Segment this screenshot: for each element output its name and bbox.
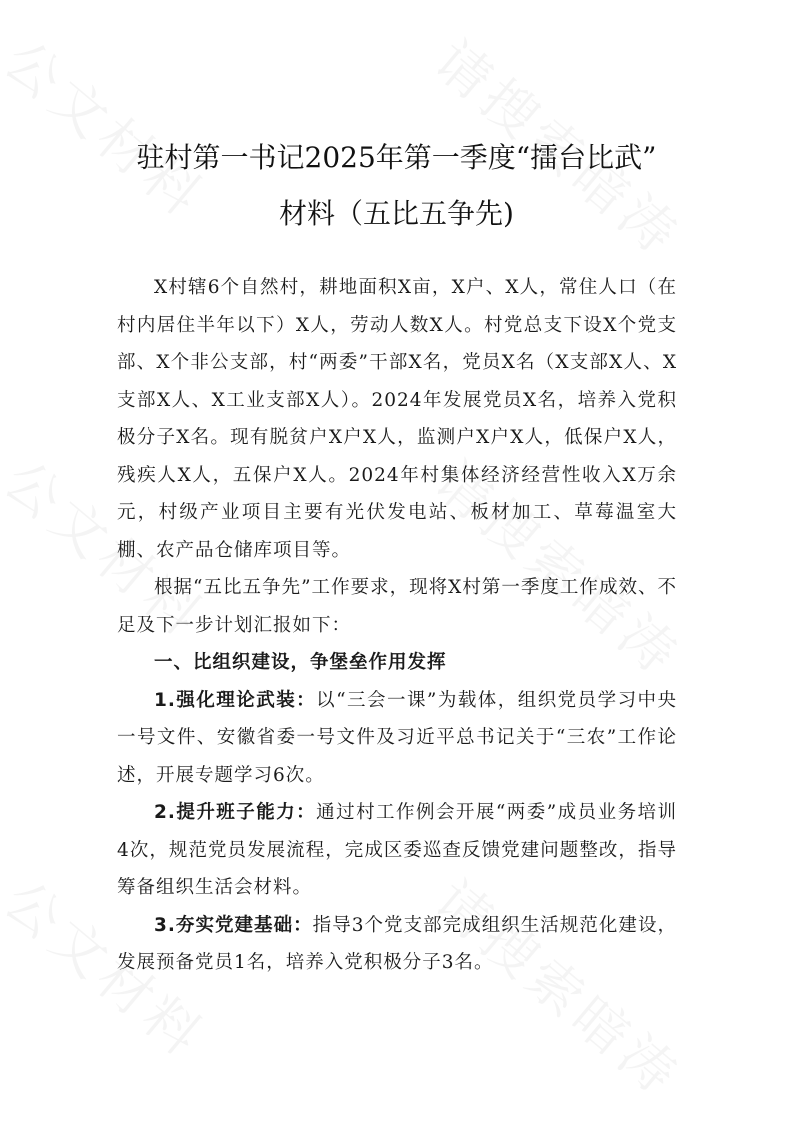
purpose-paragraph: 根据“五比五争先”工作要求，现将X村第一季度工作成效、不足及下一步计划汇报如下： xyxy=(117,577,677,636)
item-text: 通过村工作例会开展“两委”成员业务培训4次，规范党员发展流程，完成区委巡查反馈党建问题整改，指导筹备组织生活会材料。 xyxy=(117,802,678,898)
item-lead: 2.提升班子能力： xyxy=(154,802,317,823)
item-paragraph xyxy=(117,907,677,982)
item-lead: 3.夯实党建基础： xyxy=(154,914,313,936)
item-paragraph xyxy=(117,682,677,795)
item-paragraph xyxy=(117,794,677,907)
intro-paragraph: X村辖6个自然村，耕地面积X亩，X户、X人，常住人口（在村内居住半年以下）X人，劳动人数X人。村党总支下设X个党支部、X个非公支部，村“两委”干部X名，党员X名（X支部X人、X支部X人、X工业支部X人）。2024年发展党员X名，培养入党积极分子X名。现有脱贫户X户X人，监测户X户X人，低保户X人，残疾人X人，五保户X人。2024年村集体经济经营性收入X万余元，村级产业项目主要有光伏发电站、板材加工、草莓温室大棚、农产品仓储库项目等。 xyxy=(117,277,677,561)
item-lead: 1.强化理论武装： xyxy=(154,689,317,711)
section-1-heading: 一、比组织建设，争堡垒作用发挥 xyxy=(154,652,447,673)
document-body xyxy=(117,269,677,982)
document-title-line-1: 驻村第一书记2025年第一季度“擂台比武” xyxy=(136,141,657,174)
document-title-line-2: 材料（五比五争先) xyxy=(279,197,514,230)
item-text: 指导3个党支部完成组织生活规范化建设，发展预备党员1名，培养入党积极分子3名。 xyxy=(117,914,677,973)
item-text: 以“三会一课”为载体，组织党员学习中央一号文件、安徽省委一号文件及习近平总书记关于“三农”工作论述，开展专题学习6次。 xyxy=(117,689,678,786)
